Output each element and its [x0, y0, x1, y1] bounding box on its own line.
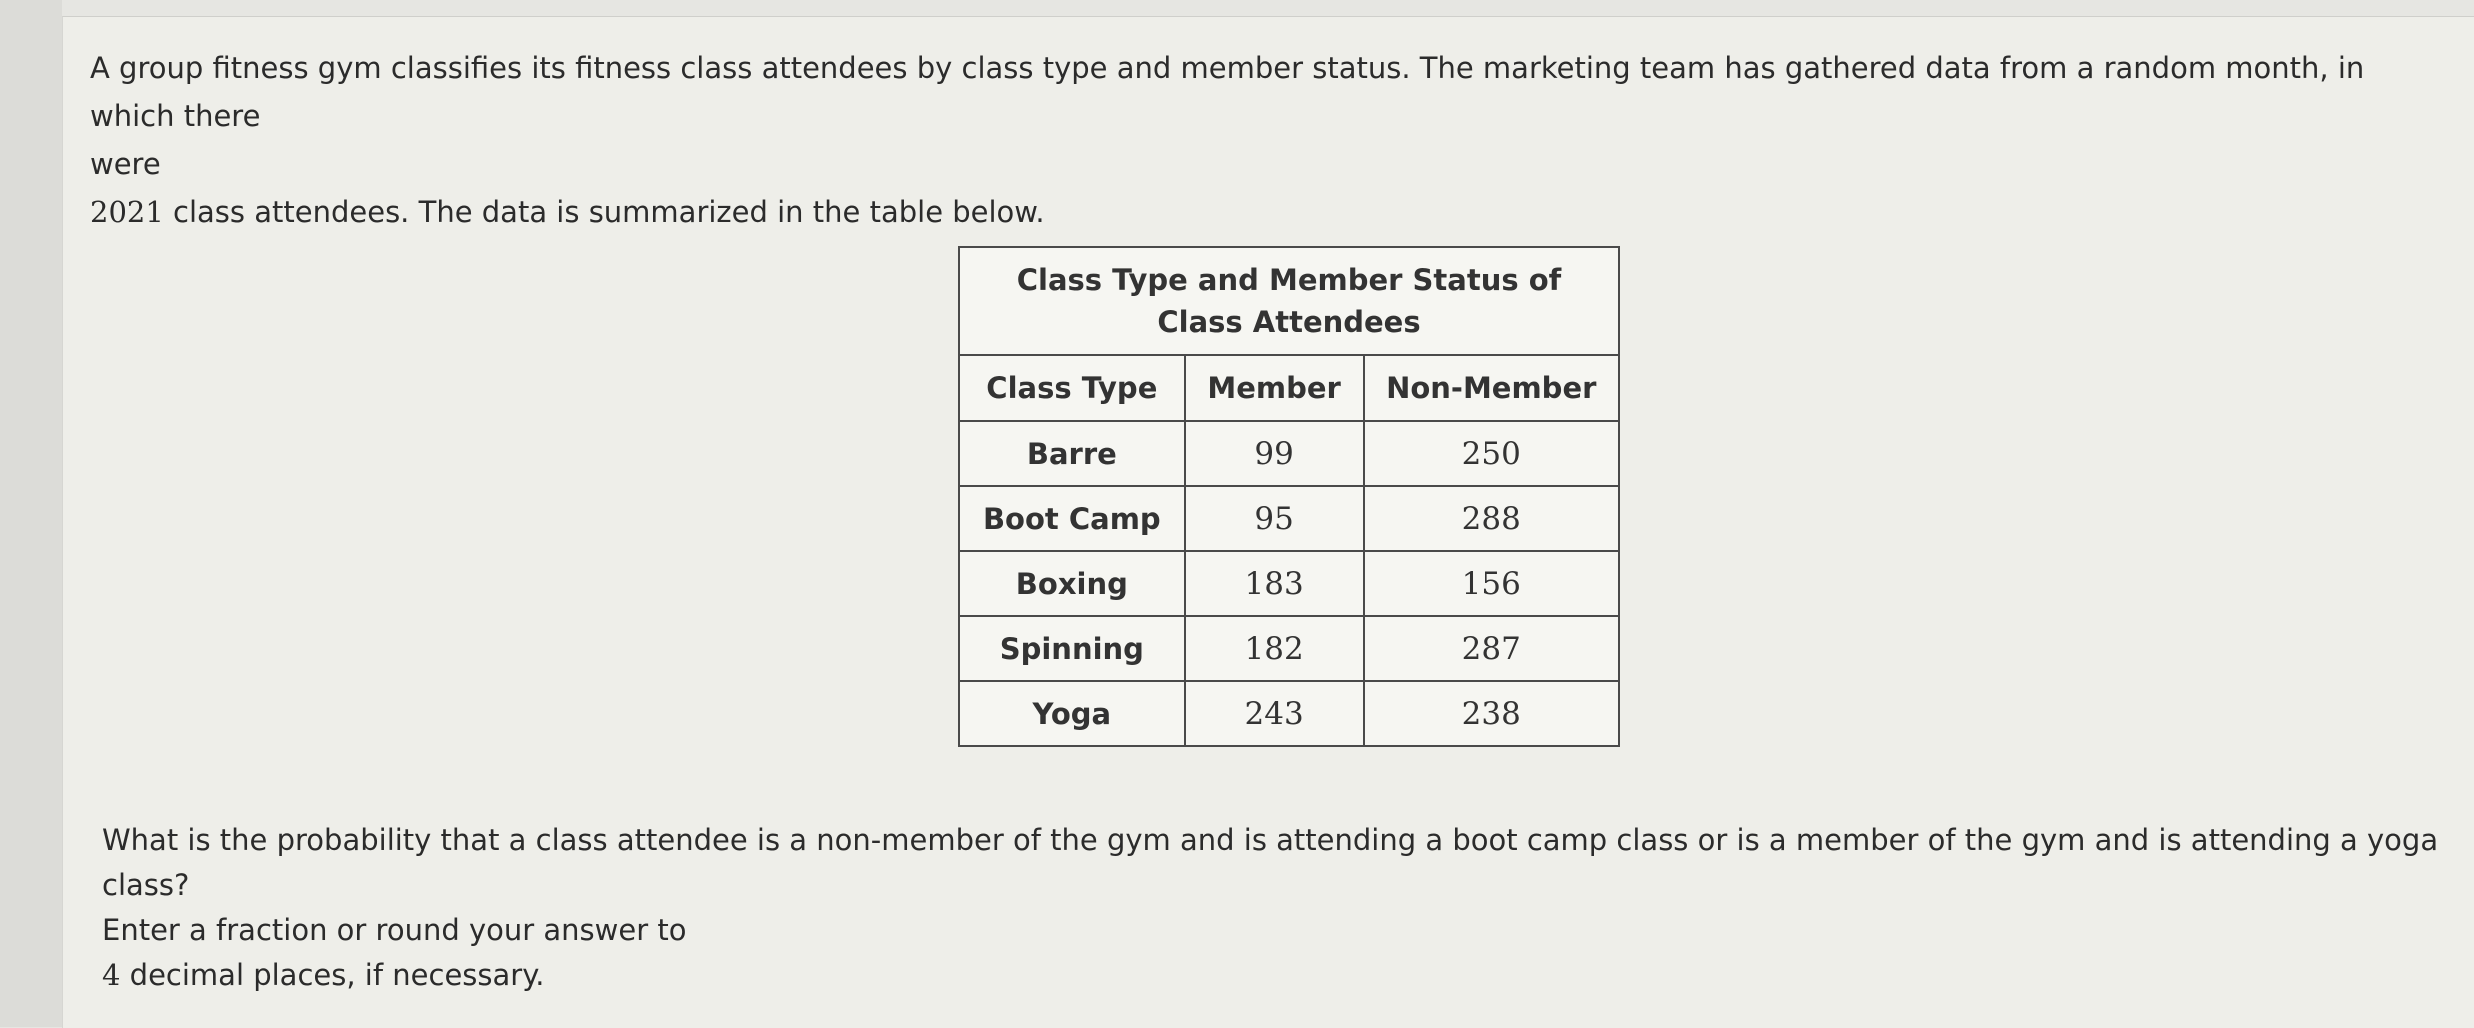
question-line-1: What is the probability that a class attendee is a non-member of the gym and is attending a boot camp class or is a member of the gym and is attending a yoga class?: [102, 823, 2439, 902]
question-line-3-text: decimal places, if necessary.: [120, 958, 545, 992]
question-line-3: [102, 953, 2462, 998]
attendee-table: [958, 246, 1620, 747]
table-caption: Class Type and Member Status of Class Attendees: [959, 247, 1619, 355]
problem-intro: [90, 44, 2450, 236]
table-row: [959, 486, 1619, 551]
table-row: [959, 551, 1619, 616]
intro-line-1: A group fitness gym classifies its fitness class attendees by class type and member status. The marketing team has gathered data from a random month, in which there: [90, 51, 2365, 133]
row-label-spinning: Spinning: [959, 616, 1185, 681]
row-label-yoga: Yoga: [959, 681, 1185, 746]
cell-spinning-member: 182: [1185, 616, 1364, 681]
header-member: Member: [1185, 355, 1364, 421]
cell-barre-non-member: 250: [1364, 421, 1620, 486]
cell-yoga-member: 243: [1185, 681, 1364, 746]
table-row: [959, 681, 1619, 746]
cell-yoga-non-member: 238: [1364, 681, 1620, 746]
cell-boot-camp-non-member: 288: [1364, 486, 1620, 551]
table-row: [959, 616, 1619, 681]
header-class-type: Class Type: [959, 355, 1185, 421]
cell-boxing-non-member: 156: [1364, 551, 1620, 616]
decimal-places: 4: [102, 958, 121, 992]
cell-boxing-member: 183: [1185, 551, 1364, 616]
intro-line-3-text: class attendees. The data is summarized in the table below.: [163, 195, 1045, 229]
attendee-count: 2021: [90, 195, 164, 229]
row-label-boxing: Boxing: [959, 551, 1185, 616]
cell-barre-member: 99: [1185, 421, 1364, 486]
table-row: [959, 421, 1619, 486]
question-text: [102, 818, 2462, 998]
row-label-boot-camp: Boot Camp: [959, 486, 1185, 551]
cell-boot-camp-member: 95: [1185, 486, 1364, 551]
cell-spinning-non-member: 287: [1364, 616, 1620, 681]
intro-line-2: were: [90, 147, 161, 181]
row-label-barre: Barre: [959, 421, 1185, 486]
intro-line-3: [90, 188, 2450, 236]
left-margin: [0, 0, 62, 1027]
question-line-2: Enter a fraction or round your answer to: [102, 913, 687, 947]
header-non-member: Non-Member: [1364, 355, 1620, 421]
